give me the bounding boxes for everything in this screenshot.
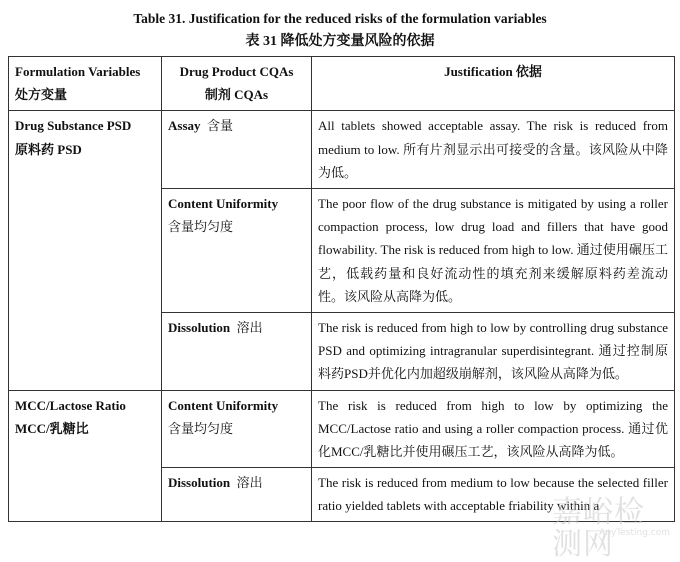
cqa-en: Content Uniformity [168,196,279,212]
watermark-text: 嘉峪检测网 [552,495,645,562]
variable-en: Drug Substance PSD [15,118,132,134]
header-col3: Justification 依据 [444,64,542,79]
justification-cell: The poor flow of the drug substance is mitigated by using a roller compaction process, low drug load and fillers that have good flowability. The risk is reduced from high to low. 通过使用碾压工艺，低载药量和良好流动性的填充剂来缓解原料药差流动性。该风险从高降为低。 [312,189,675,313]
cqa-zh: 溶出 [236,320,263,336]
variable-en: MCC/Lactose Ratio [15,397,126,413]
header-drug-product-cqas [162,57,312,111]
cqa-zh: 溶出 [236,475,263,491]
header-formulation-variables [9,57,162,111]
cqa-cell [162,111,312,189]
table-title-en: Table 31. Justification for the reduced risks of the formulation variables [133,11,547,26]
cqa-zh: 含量均匀度 [168,420,234,436]
header-justification [312,57,675,111]
cqa-en: Dissolution [168,320,231,336]
header-col1-zh: 处方变量 [15,87,68,103]
truncated-text: The risk is reduced from medium to low because the selected filler ratio yielded tablets with acceptable friability within a [318,475,668,514]
table-row [9,111,675,189]
watermark-logo [552,495,672,562]
variable-zh: MCC/乳糖比 [15,420,89,436]
table-row [9,390,675,468]
table-header-row [9,57,675,111]
watermark-sub: AnyTesting.com [599,528,670,538]
cqa-en: Assay [168,118,201,134]
variable-zh: 原料药 PSD [15,141,82,157]
header-col2-zh: 制剂 CQAs [204,87,269,103]
justification-table [8,56,675,522]
cqa-cell [162,390,312,468]
cqa-en: Dissolution [168,475,231,491]
header-col1-en: Formulation Variables [15,64,141,79]
justification-cell: The risk is reduced from high to low by controlling drug substance PSD and optimizing intragranular superdisintegrant. 通过控制原料药PSD并优化内加超级崩解剂，该风险从高降为低。 [312,313,675,391]
cqa-cell [162,468,312,522]
table-title-zh: 表 31 降低处方变量风险的依据 [245,34,435,49]
variable-cell-mcc-lactose-ratio [9,390,162,522]
cqa-zh: 含量均匀度 [168,219,234,235]
header-col2-en: Drug Product CQAs [179,64,294,79]
cqa-en: Content Uniformity [168,397,279,413]
cqa-cell [162,313,312,391]
cqa-zh: 含量 [207,118,234,134]
justification-cell: All tablets showed acceptable assay. The risk is reduced from medium to low. 所有片剂显示出可接受的含量。该风险从中降为低。 [312,111,675,189]
justification-cell: The risk is reduced from high to low by optimizing the MCC/Lactose ratio and using a roller compaction process. 通过优化MCC/乳糖比并使用碾压工艺，该风险从高降为低。 [312,390,675,468]
variable-cell-drug-substance-psd [9,111,162,390]
cqa-cell [162,189,312,313]
